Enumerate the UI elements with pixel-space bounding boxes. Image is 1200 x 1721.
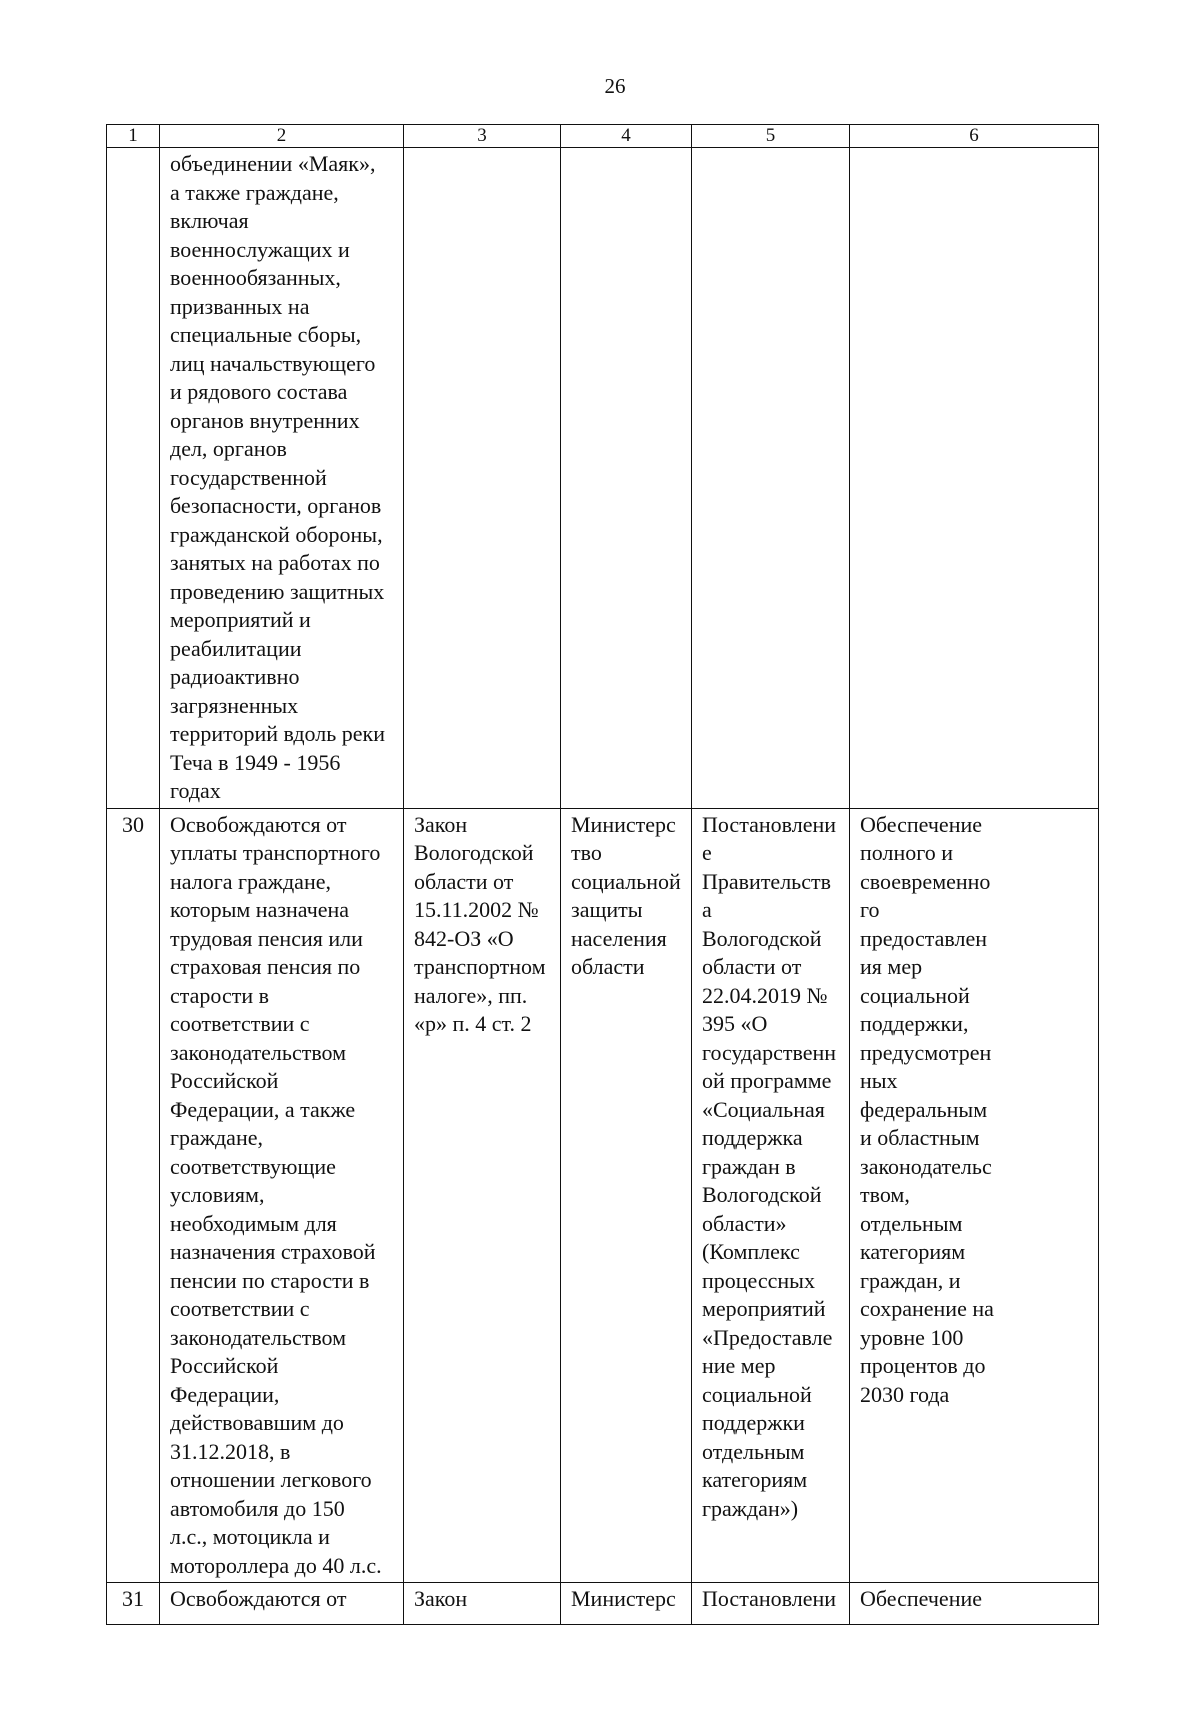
row-number: 31	[107, 1583, 160, 1625]
table-header-row	[107, 125, 1099, 148]
category-cell: Освобождаются от	[160, 1583, 404, 1625]
column-header: 3	[404, 125, 561, 148]
law-cell	[404, 148, 561, 809]
table-row	[107, 1583, 1099, 1625]
ministry-cell	[561, 148, 692, 809]
goal-cell: Обеспечение	[850, 1583, 1099, 1625]
category-cell: объединении «Маяк», а также граждане, включая военнослужащих и военнообязанных, призванных на специальные сборы, лиц начальствующего и рядового состава органов внутренних дел, органов государственной безопасности, органов гражданской обороны, занятых на работах по проведению защитных мероприятий и реабилитации радиоактивно загрязненных территорий вдоль реки Теча в 1949 - 1956 годах	[160, 148, 404, 809]
column-header: 5	[692, 125, 850, 148]
column-header: 6	[850, 125, 1099, 148]
goal-cell: Обеспечение полного и своевременно го предоставлен ия мер социальной поддержки, предусмотрен ных федеральным и областным законодательс твом, отдельным категориям граждан, и сохранение на уровне 100 процентов до 2030 года	[850, 808, 1099, 1583]
row-number: 30	[107, 808, 160, 1583]
table-row	[107, 148, 1099, 809]
resolution-cell: Постановлени	[692, 1583, 850, 1625]
column-header: 4	[561, 125, 692, 148]
resolution-cell	[692, 148, 850, 809]
category-cell: Освобождаются от уплаты транспортного налога граждане, которым назначена трудовая пенсия или страховая пенсия по старости в соответствии с законодательством Российской Федерации, а также граждане, соответствующие условиям, необходимым для назначения страховой пенсии по старости в соответствии с законодательством Российской Федерации, действовавшим до 31.12.2018, в отношении легкового автомобиля до 150 л.с., мотоцикла и мотороллера до 40 л.с.	[160, 808, 404, 1583]
goal-cell	[850, 148, 1099, 809]
ministry-cell: Министерс	[561, 1583, 692, 1625]
resolution-cell: Постановлени е Правительств а Вологодской области от 22.04.2019 № 395 «О государственн ой программе «Социальная поддержка граждан в Вологодской области» (Комплекс процессных мероприятий «Предоставле ние мер социальной поддержки отдельным категориям граждан»)	[692, 808, 850, 1583]
table-row	[107, 808, 1099, 1583]
column-header: 1	[107, 125, 160, 148]
page-number: 26	[604, 74, 626, 98]
column-header: 2	[160, 125, 404, 148]
ministry-cell: Министерс тво социальной защиты населения области	[561, 808, 692, 1583]
law-cell: Закон Вологодской области от 15.11.2002 № 842-ОЗ «О транспортном налоге», пп. «р» п. 4 ст. 2	[404, 808, 561, 1583]
row-number	[107, 148, 160, 809]
law-cell: Закон	[404, 1583, 561, 1625]
benefits-table	[106, 124, 1099, 1625]
